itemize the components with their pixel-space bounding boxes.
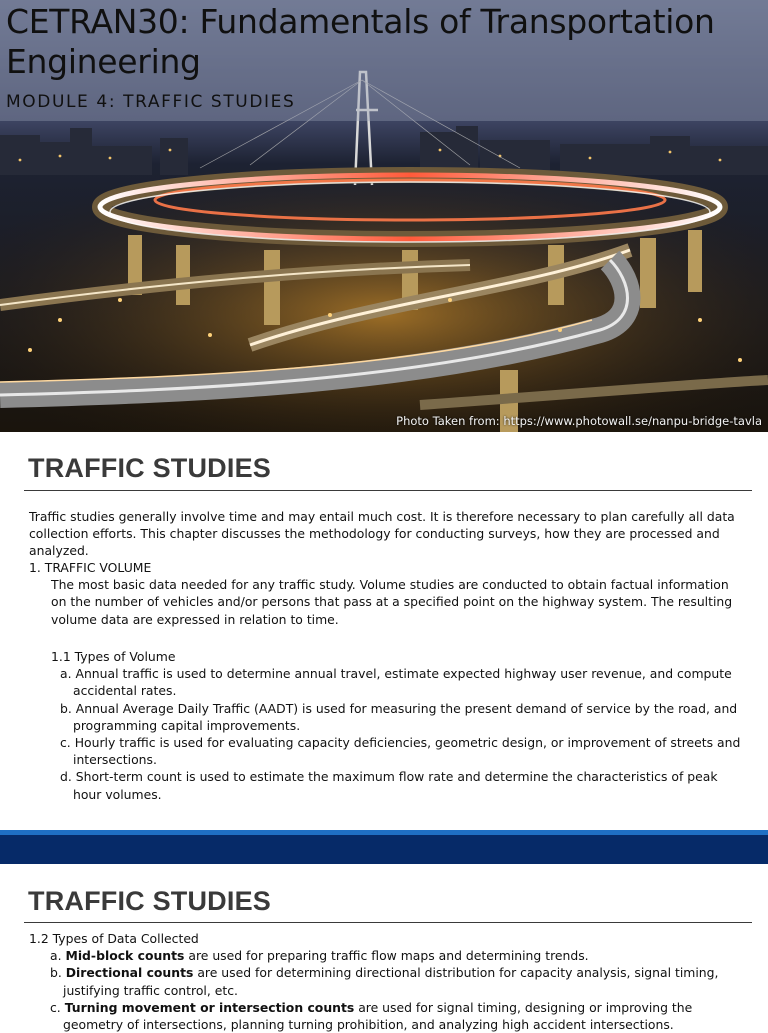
intro-paragraph: Traffic studies generally involve time and may entail much cost. It is therefore necessary to plan carefully all data collection efforts. This chapter discusses the methodology for conducting surveys, how they are processed and analyzed. — [29, 509, 735, 559]
list-item: a. Annual traffic is used to determine annual travel, estimate expected highway user revenue, and compute accidental rates. — [60, 666, 732, 699]
sub-title: 1.2 Types of Data Collected — [29, 931, 199, 946]
list-item: b. Annual Average Daily Traffic (AADT) is used for measuring the present demand of service by the road, and programming capital improvements. — [60, 700, 738, 733]
section-heading-2: TRAFFIC STUDIES — [28, 886, 271, 916]
photo-credit: Photo Taken from: https://www.photowall.se/nanpu-bridge-tavla — [396, 414, 762, 428]
list-item: c. Hourly traffic is used for evaluating capacity deficiencies, geometric design, or improvement of streets and intersections. — [60, 735, 741, 768]
types-of-volume — [51, 648, 741, 803]
list-item: a. Mid-block counts are used for preparing traffic flow maps and determining trends. — [50, 948, 589, 964]
list-item: c. Turning movement or intersection counts are used for signal timing, designing or improving the geometry of intersections, planning turning prohibition, and analyzing high accident intersections. — [50, 999, 693, 1033]
heading-rule — [24, 490, 752, 491]
term: Turning movement or intersection counts — [64, 999, 355, 1015]
item-body: The most basic data needed for any traffic study. Volume studies are conducted to obtain factual information on the number of vehicles and/or persons that pass at a specified point on the highway system. The resulting volume data are expressed in relation to time. — [51, 577, 733, 627]
course-name: Fundamentals of Transportation Engineering — [6, 2, 715, 81]
title-slide-banner — [0, 0, 768, 432]
term: Directional counts — [65, 965, 194, 981]
divider-band-dark — [0, 835, 768, 864]
traffic-volume-item — [29, 559, 741, 628]
heading-rule-2 — [24, 922, 752, 923]
module-title: MODULE 4: TRAFFIC STUDIES — [6, 92, 296, 112]
item-title: 1. TRAFFIC VOLUME — [29, 560, 152, 575]
term: Mid-block counts — [65, 948, 185, 964]
list-item: b. Directional counts are used for determining directional distribution for capacity analysis, signal timing, justifying traffic control, etc. — [50, 965, 719, 998]
section-heading: TRAFFIC STUDIES — [28, 453, 271, 483]
course-code: CETRAN30: — [6, 2, 190, 41]
course-title — [6, 2, 746, 82]
types-of-data-collected — [29, 930, 741, 1033]
sub-title: 1.1 Types of Volume — [51, 649, 176, 664]
list-item: d. Short-term count is used to estimate the maximum flow rate and determine the characteristics of peak hour volumes. — [60, 769, 718, 802]
